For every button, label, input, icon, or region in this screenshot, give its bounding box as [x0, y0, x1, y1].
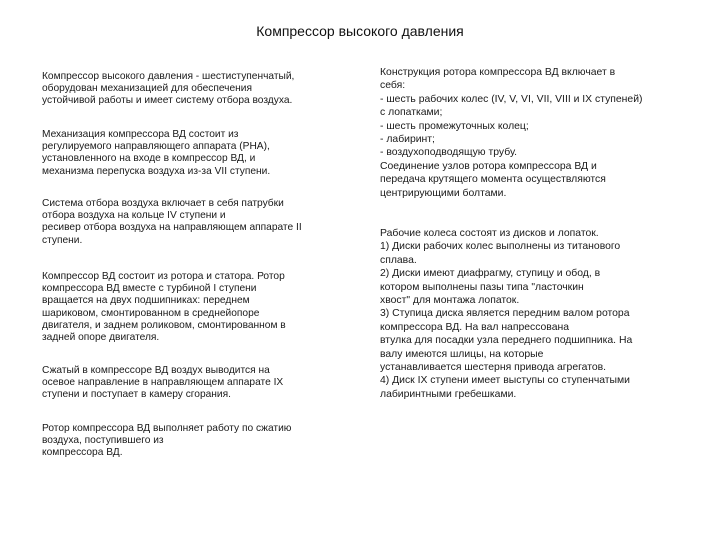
paragraph-compressed-air: Сжатый в компрессоре ВД воздух выводится на осевое направление в направляющем аппарате IX ступени и поступает в камеру сгорания. [42, 365, 284, 401]
paragraph-working-wheels: Рабочие колеса состоят из дисков и лопаток. 1) Диски рабочих колес выполнены из титанового сплава. 2) Диски имеют диафрагму, ступицу и обод, в котором выполнены пазы типа "ласточкин хвост" для монтажа лопаток. 3) Ступица диска является передним валом ротора компрессора ВД. На вал напрессована втулка для посадки узла переднего подшипника. На валу имеются шлицы, на которые устанавливается шестерня привода агрегатов. 4) Диск IX ступени имеет выступы со ступенчатыми лабиринтными гребешками. [380, 228, 633, 400]
page-title: Компрессор высокого давления [256, 23, 464, 39]
paragraph-rotor-stator: Компрессор ВД состоит из ротора и статора. Ротор компрессора ВД вместе с турбиной I ступени вращается на двух подшипниках: переднем шариковом, смонтированном в среднейопоре двигателя, и заднем роликовом, смонтированном в задней опоре двигателя. [42, 271, 286, 344]
paragraph-rotor-construction: Конструкция ротора компрессора ВД включает в себя: - шесть рабочих колес (IV, V, VI, VII, VIII и IX ступеней) с лопатками; - шесть промежуточных колец; - лабиринт; - воздухоподводящую трубу. Соединение узлов ротора компрессора ВД и передача крутящего момента осуществляются центрирующими болтами. [380, 67, 643, 199]
paragraph-air-bleed-system: Система отбора воздуха включает в себя патрубки отбора воздуха на кольце IV ступени и ресивер отбора воздуха на направляющем аппарате II ступени. [42, 198, 302, 246]
paragraph-rotor-work: Ротор компрессора ВД выполняет работу по сжатию воздуха, поступившего из компрессора ВД. [42, 423, 292, 459]
paragraph-compressor-overview: Компрессор высокого давления - шестиступенчатый, оборудован механизацией для обеспечения устойчивой работы и имеет систему отбора воздуха. [42, 71, 295, 107]
paragraph-mechanization: Механизация компрессора ВД состоит из регулируемого направляющего аппарата (РНА), установленного на входе в компрессор ВД, и механизма перепуска воздуха из-за VII ступени. [42, 129, 271, 177]
